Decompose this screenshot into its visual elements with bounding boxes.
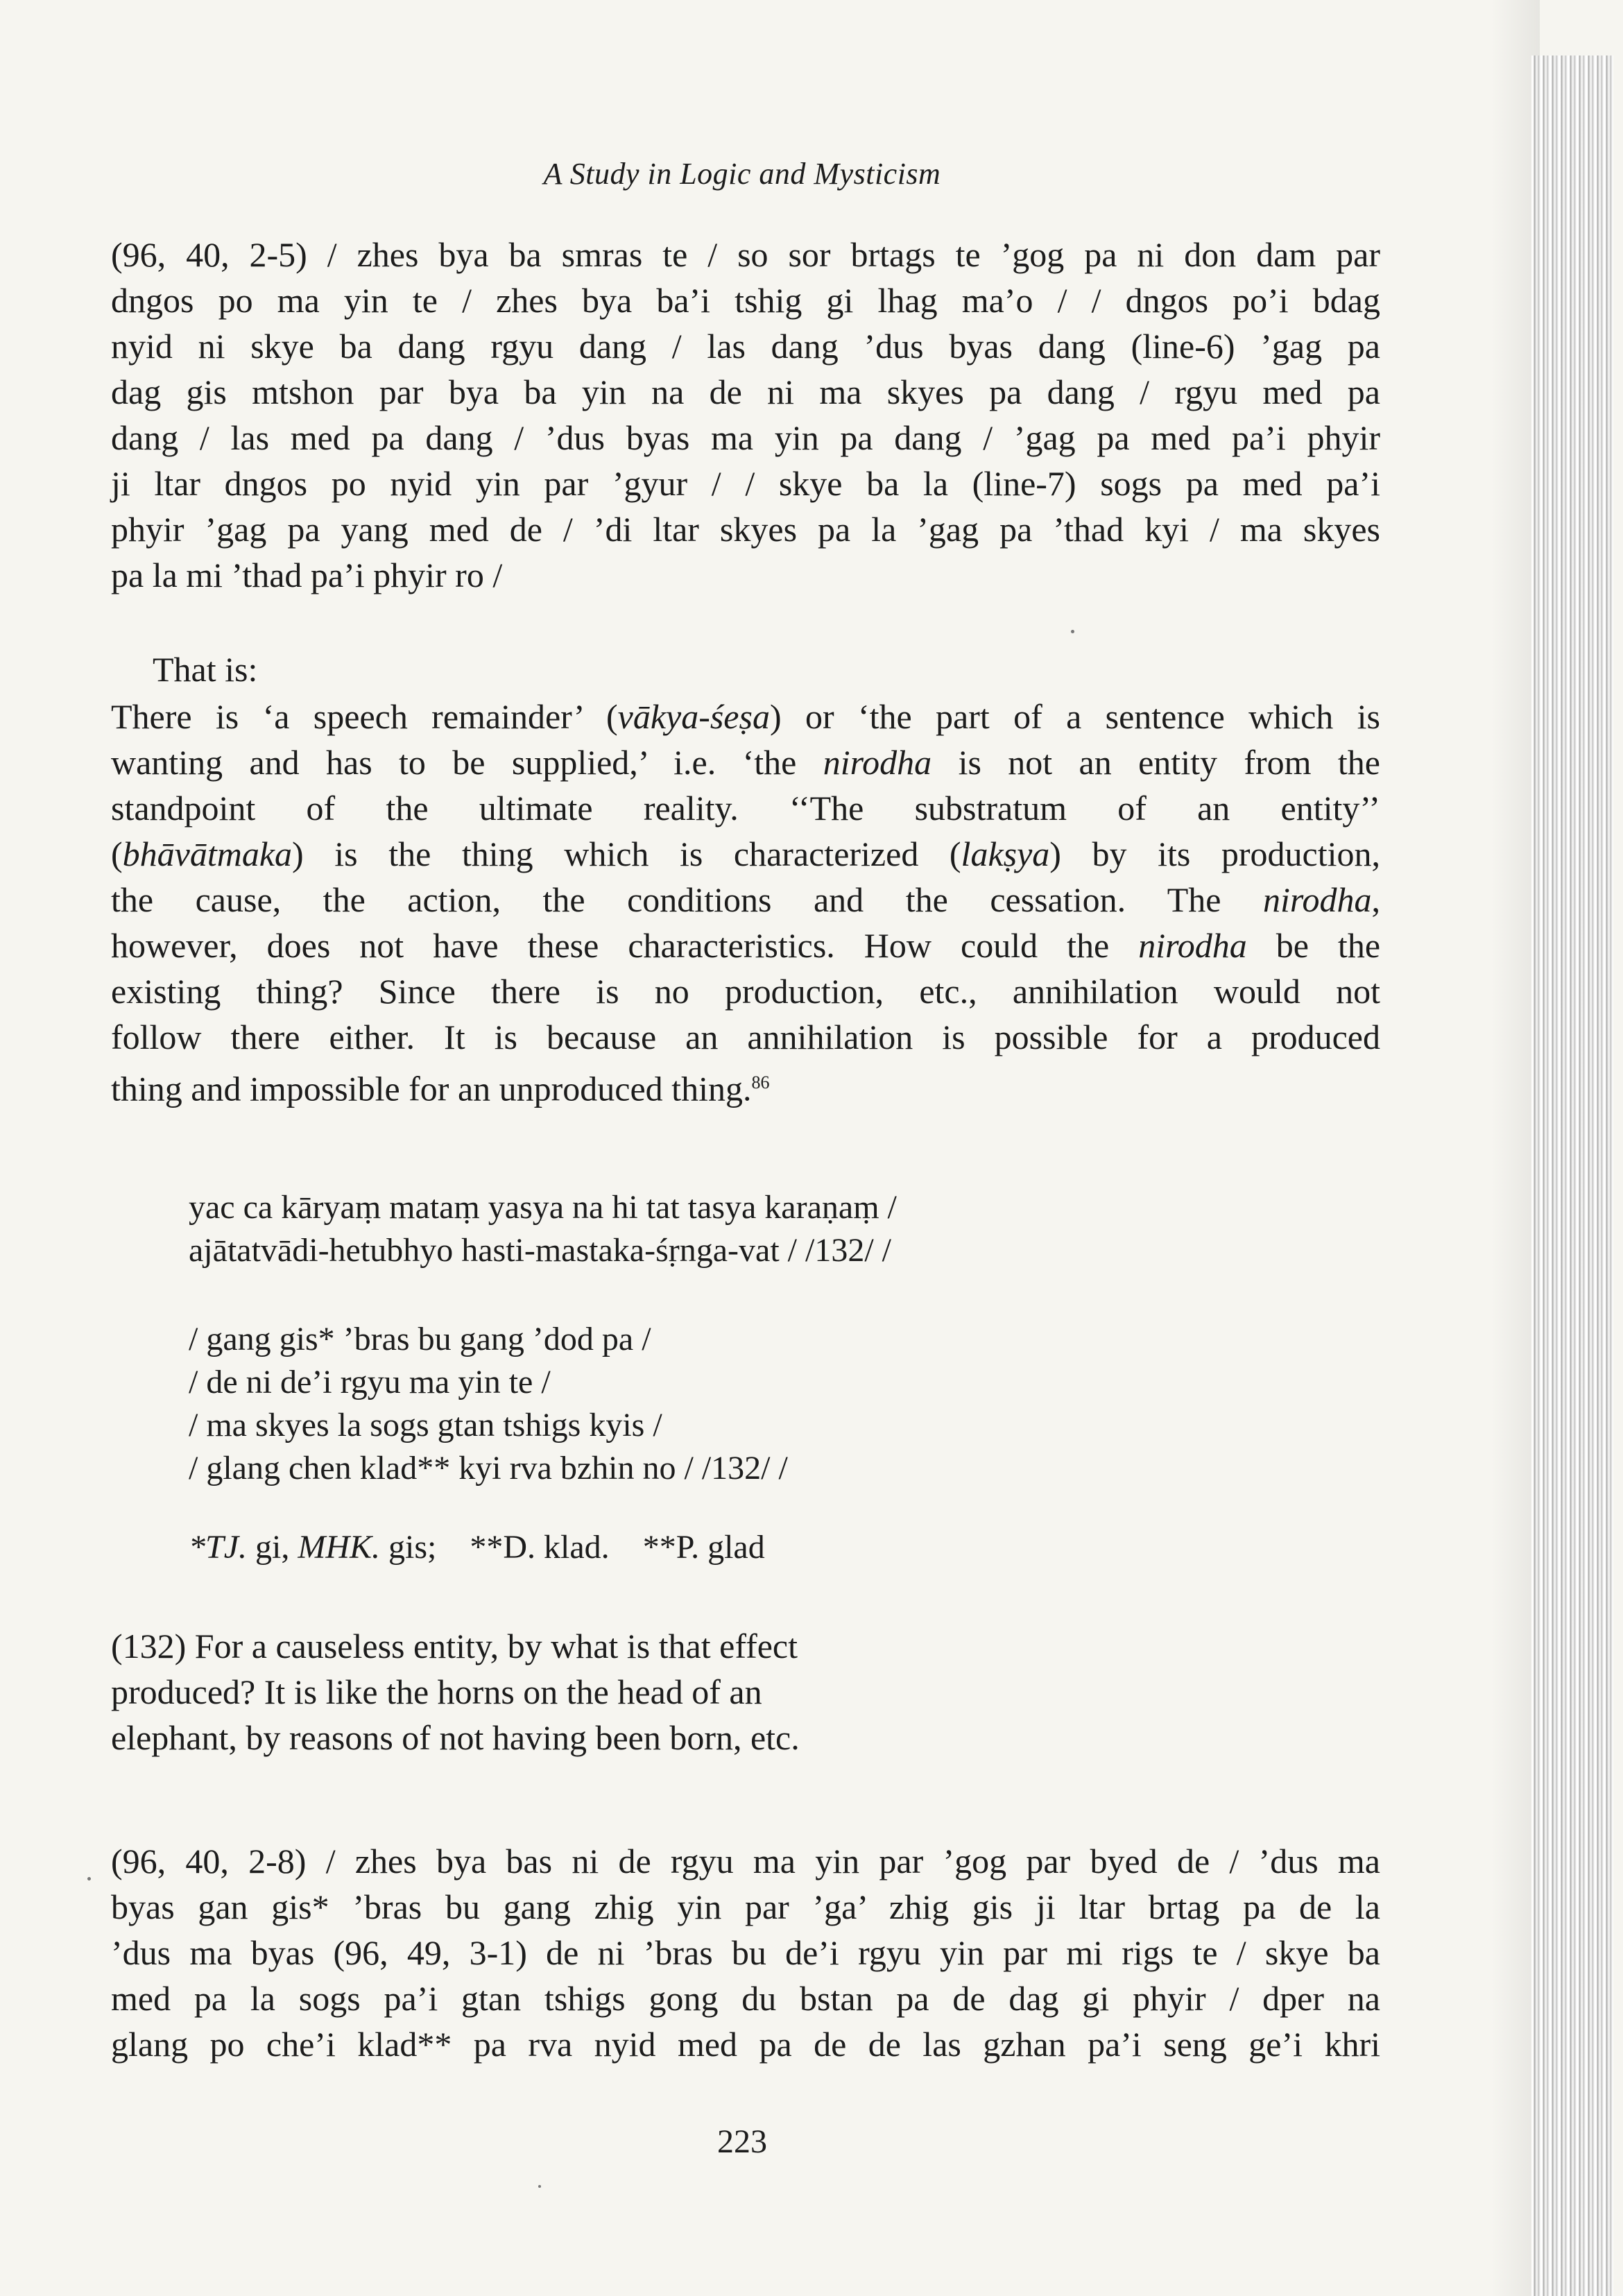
text-line: thing and impossible for an unproduced thing.$^{86}$ xyxy=(111,1069,770,1108)
text-line: follow there either. It is because an annihilation is possible for a produced xyxy=(111,1018,1380,1056)
text-line: however, does not have these characteristics. How could the nirodha be the xyxy=(111,926,1381,965)
text-line: dang / las med pa dang / ’dus byas ma yin pa dang / ’gag pa med pa’i phyir xyxy=(111,418,1380,457)
page-number: 223 xyxy=(717,2123,767,2160)
text-line: (96, 40, 2-5) / zhes bya ba smras te / so sor brtags te ’gog pa ni don dam par xyxy=(111,235,1380,274)
text-line: ’dus ma byas (96, 49, 3-1) de ni ’bras bu de’i rgyu yin par mi rigs te / skye ba xyxy=(111,1933,1380,1972)
verse-line: / de ni de’i rgyu ma yin te / xyxy=(189,1364,551,1400)
text-line: (bhāvātmaka) is the thing which is characterized (lakṣya) by its production, xyxy=(111,834,1381,873)
text-line: elephant, by reasons of not having been born, etc. xyxy=(111,1718,800,1757)
text-line: There is ‘a speech remainder’ (vākya-śeṣa) or ‘the part of a sentence which is xyxy=(111,697,1380,736)
text-line: glang po che’i klad** pa rva nyid med pa de de las gzhan pa’i seng ge’i khri xyxy=(111,2025,1380,2064)
text-line: phyir ’gag pa yang med de / ’di ltar skyes pa la ’gag pa ’thad kyi / ma skyes xyxy=(111,510,1380,549)
text-line: the cause, the action, the conditions and the cessation. The nirodha, xyxy=(111,880,1381,919)
text-line: med pa la sogs pa’i gtan tshigs gong du bstan pa de dag gi phyir / dper na xyxy=(111,1979,1380,2018)
sanskrit-verse xyxy=(189,1186,897,1272)
footnote-ref: 86 xyxy=(751,1072,770,1093)
verse-line: / glang chen klad** kyi rva bzhin no / /132/ / xyxy=(189,1450,788,1487)
verse-line: / gang gis* ’bras bu gang ’dod pa / xyxy=(189,1321,651,1357)
english-paragraph-1 xyxy=(111,694,1380,1112)
text-line: wanting and has to be supplied,’ i.e. ‘the nirodha is not an entity from the xyxy=(111,743,1381,782)
verse-line: ajātatvādi-hetubhyo hasti-mastaka-śṛnga-vat / /132/ / xyxy=(189,1232,892,1269)
tibetan-paragraph-2 xyxy=(111,1838,1380,2067)
tibetan-paragraph-1 xyxy=(111,232,1380,598)
variant-readings-note: *TJ. gi, MHK. gis; **D. klad. **P. glad xyxy=(189,1529,765,1566)
verse-132-translation xyxy=(111,1623,800,1760)
text-line: nyid ni skye ba dang rgyu dang / las dang ’dus byas dang (line-6) ’gag pa xyxy=(111,327,1380,366)
text-line: (96, 40, 2-8) / zhes bya bas ni de rgyu ma yin par ’gog par byed de / ’dus ma xyxy=(111,1842,1380,1881)
paper-speck xyxy=(1071,630,1074,633)
paper-speck xyxy=(87,1877,91,1881)
text-line: existing thing? Since there is no production, etc., annihilation would not xyxy=(111,972,1380,1011)
text-line: standpoint of the ultimate reality. ‘‘The substratum of an entity’’ xyxy=(111,789,1380,828)
that-is-label: That is: xyxy=(153,650,258,689)
text-line: pa la mi ’thad pa’i phyir ro / xyxy=(111,556,503,594)
verse-line: / ma skyes la sogs gtan tshigs kyis / xyxy=(189,1407,662,1443)
book-binding-edge xyxy=(1531,55,1613,2296)
text-line: byas gan gis* ’bras bu gang zhig yin par ’ga’ zhig gis ji ltar brtag pa de la xyxy=(111,1887,1380,1926)
text-line: ji ltar dngos po nyid yin par ’gyur / / skye ba la (line-7) sogs pa med pa’i xyxy=(111,464,1380,503)
text-line: produced? It is like the horns on the head of an xyxy=(111,1672,762,1711)
text-line: dag gis mtshon par bya ba yin na de ni ma skyes pa dang / rgyu med pa xyxy=(111,372,1380,411)
tibetan-verse xyxy=(189,1318,788,1490)
verse-line: yac ca kāryaṃ mataṃ yasya na hi tat tasya karaṇaṃ / xyxy=(189,1189,897,1226)
text-line: dngos po ma yin te / zhes bya ba’i tshig gi lhag ma’o / / dngos po’i bdag xyxy=(111,281,1380,320)
paper-speck xyxy=(538,2185,541,2188)
text-line: (132) For a causeless entity, by what is that effect xyxy=(111,1627,798,1665)
running-head: A Study in Logic and Mysticism xyxy=(543,157,941,191)
